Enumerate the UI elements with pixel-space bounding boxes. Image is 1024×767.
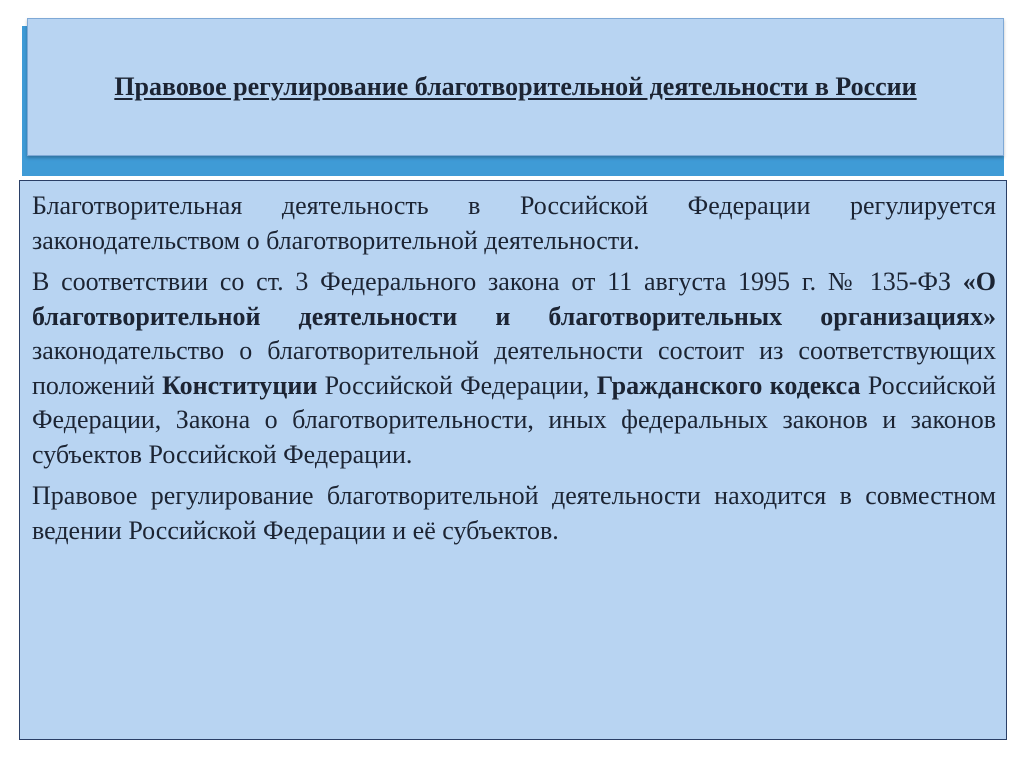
paragraph-2-text-1: В соответствии со ст. 3 Федерального закона от 11 августа 1995 г. № 135-ФЗ <box>32 267 963 296</box>
title-box <box>27 18 1004 156</box>
paragraph-2-text-4: Российской Федерации, Закона о благотворительности, иных федеральных законов и законов субъектов Российской Федерации. <box>32 370 996 469</box>
paragraph-3: Правовое регулирование благотворительной деятельности находится в совместном ведении Российской Федерации и её субъектов. <box>32 481 996 545</box>
content-box <box>19 180 1007 740</box>
slide-title: Правовое регулирование благотворительной деятельности в России <box>114 72 917 101</box>
civil-code-term: Гражданского кодекса <box>596 370 861 400</box>
paragraph-2 <box>32 265 996 472</box>
constitution-term: Конституции <box>162 370 318 400</box>
paragraph-1: Благотворительная деятельность в Российской Федерации регулируется законодательством о благотворительной деятельности. <box>32 191 996 255</box>
paragraph-2-text-3: Российской Федерации, <box>317 370 597 400</box>
law-name: «О благотворительной деятельности и благотворительных организациях» <box>32 267 996 331</box>
paragraph-2-text-2: законодательство о благотворительной деятельности состоит из соответствующих положений <box>32 336 996 400</box>
